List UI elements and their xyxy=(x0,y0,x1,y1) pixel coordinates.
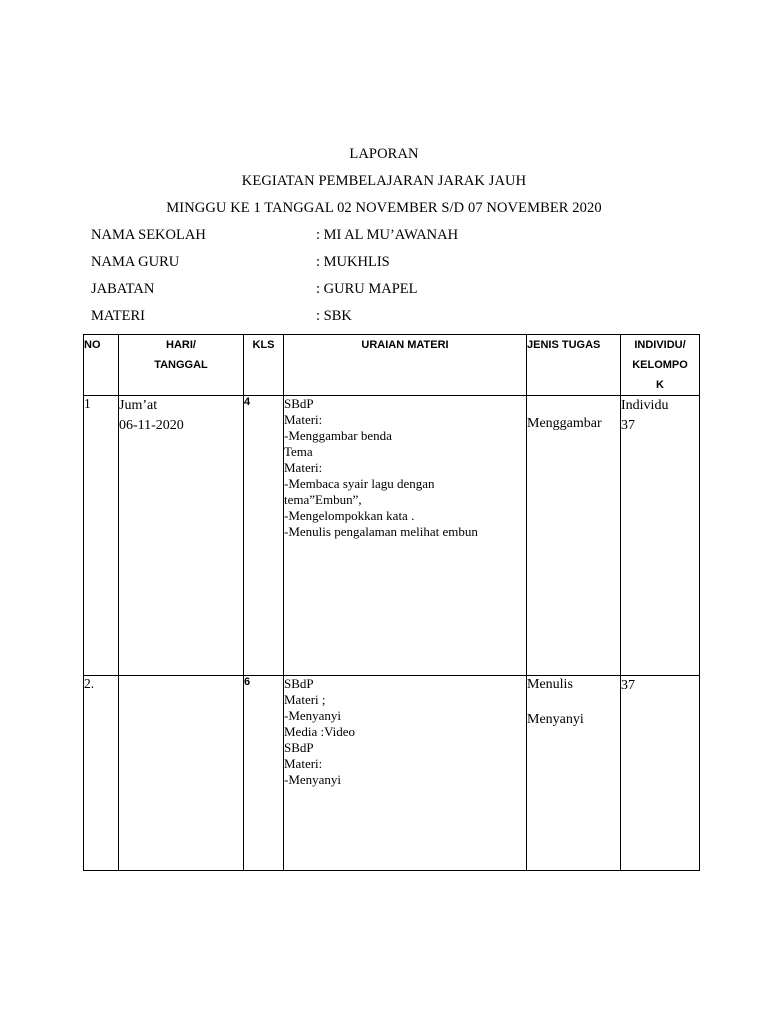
header-text: HARI/ xyxy=(166,339,196,351)
info-label: JABATAN xyxy=(91,281,155,297)
table-row xyxy=(84,396,700,676)
ind-text: 37 xyxy=(621,678,635,693)
info-value: : SBK xyxy=(316,308,352,324)
cell-date: 06-11-2020 xyxy=(119,418,184,433)
header-text: INDIVIDU/ xyxy=(634,339,686,351)
header-text: TANGGAL xyxy=(154,359,208,371)
cell-individu-kelompok xyxy=(621,396,700,676)
uraian-line: Materi ; xyxy=(284,692,326,707)
info-value: : GURU MAPEL xyxy=(316,281,418,297)
info-row-subject xyxy=(91,308,691,328)
header-uraian: URAIAN MATERI xyxy=(284,335,527,396)
header-jenis-tugas: JENIS TUGAS xyxy=(527,335,621,396)
info-value: : MUKHLIS xyxy=(316,254,390,270)
uraian-line: -Menyanyi xyxy=(284,772,342,787)
uraian-line: SBdP xyxy=(284,396,314,411)
uraian-line: -Menulis pengalaman melihat embun xyxy=(284,524,478,539)
cell-no: 1 xyxy=(84,396,119,676)
uraian-line: Materi: xyxy=(284,460,323,475)
uraian-line: -Mengelompokkan kata . xyxy=(284,508,415,523)
uraian-line: -Membaca syair lagu dengan xyxy=(284,476,435,491)
report-title: LAPORAN xyxy=(349,146,419,162)
cell-kls: 4 xyxy=(244,396,284,676)
ind-text: Individu xyxy=(621,398,669,413)
uraian-line: -Menggambar benda xyxy=(284,428,392,443)
header-no: NO xyxy=(84,335,119,396)
header-hari-tanggal xyxy=(119,335,244,396)
uraian-line: Materi: xyxy=(284,756,323,771)
table-row xyxy=(84,676,700,871)
info-label: NAMA GURU xyxy=(91,254,180,270)
info-label: NAMA SEKOLAH xyxy=(91,227,206,243)
jenis-text: Menulis xyxy=(527,677,573,692)
info-row-teacher xyxy=(91,254,691,274)
info-value: : MI AL MU’AWANAH xyxy=(316,227,459,243)
uraian-line: tema”Embun”, xyxy=(284,492,362,507)
jenis-text: Menyanyi xyxy=(527,712,584,727)
jenis-text: Menggambar xyxy=(527,416,602,431)
info-label: MATERI xyxy=(91,308,145,324)
cell-hari-tanggal xyxy=(119,676,244,871)
cell-kls: 6 xyxy=(244,676,284,871)
cell-uraian xyxy=(284,676,527,871)
uraian-line: Materi: xyxy=(284,412,323,427)
cell-individu-kelompok xyxy=(621,676,700,871)
report-table xyxy=(83,334,700,871)
cell-hari-tanggal xyxy=(119,396,244,676)
header-text: K xyxy=(656,379,664,391)
info-row-school xyxy=(91,227,691,247)
info-row-position xyxy=(91,281,691,301)
cell-day: Jum’at xyxy=(119,398,158,413)
header-text: KELOMPO xyxy=(632,359,688,371)
cell-jenis-tugas xyxy=(527,396,621,676)
uraian-line: Tema xyxy=(284,444,313,459)
header-kls: KLS xyxy=(244,335,284,396)
cell-uraian xyxy=(284,396,527,676)
header-individu-kelompok xyxy=(621,335,700,396)
cell-jenis-tugas xyxy=(527,676,621,871)
uraian-line: SBdP xyxy=(284,740,314,755)
uraian-line: Media :Video xyxy=(284,724,356,739)
uraian-line: -Menyanyi xyxy=(284,708,342,723)
table-header-row xyxy=(84,335,700,396)
uraian-line: SBdP xyxy=(284,676,314,691)
ind-text: 37 xyxy=(621,418,635,433)
cell-no: 2. xyxy=(84,676,119,871)
report-week-range: MINGGU KE 1 TANGGAL 02 NOVEMBER S/D 07 NOVEMBER 2020 xyxy=(166,200,602,216)
report-subtitle: KEGIATAN PEMBELAJARAN JARAK JAUH xyxy=(241,173,527,189)
